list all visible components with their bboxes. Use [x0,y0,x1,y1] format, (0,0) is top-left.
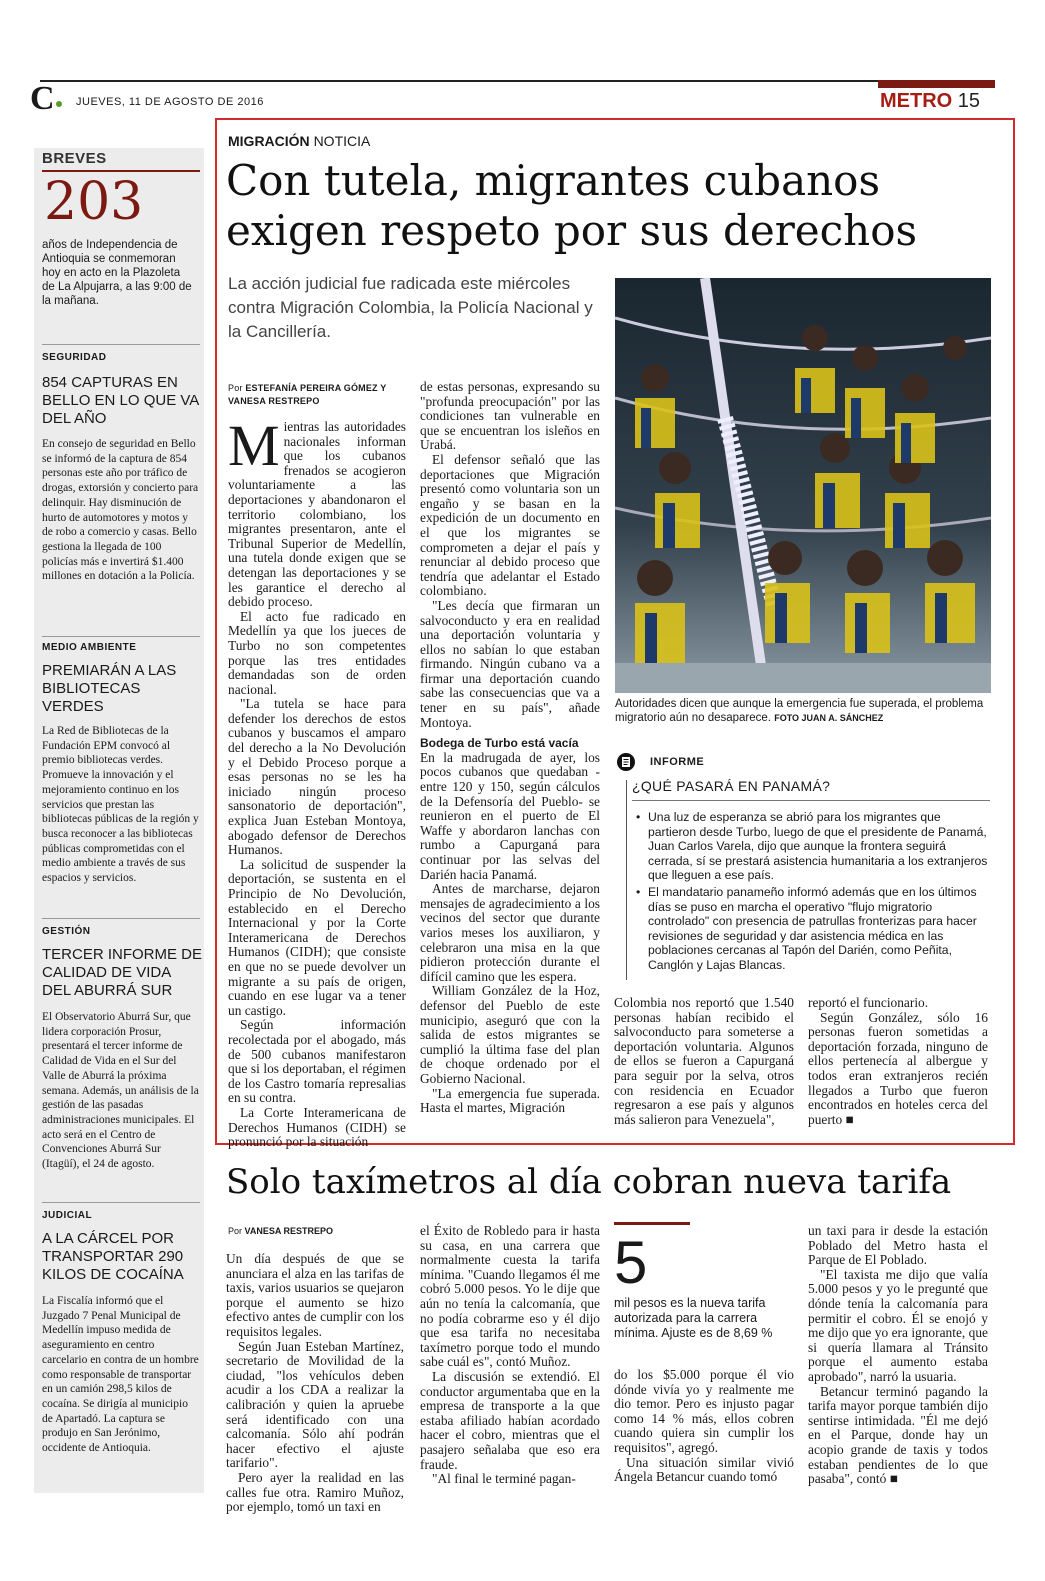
story-kicker: MIGRACIÓN NOTICIA [228,133,371,149]
brief-body: En consejo de seguridad en Bello se informó de la captura de 854 personas este año por tráfico de drogas, extorsión y concierto para delinquir. Hay disminución de hurto de automotores y motos y de robo a comercio y casas. Bello gestiona la llegada de 100 policías más e invertirá $1.400 millones en dotación a la Policía. [42,438,199,583]
issue-date: JUEVES, 11 DE AGOSTO DE 2016 [76,96,264,108]
brief-headline: PREMIARÁN A LAS BIBLIOTECAS VERDES [42,662,177,715]
informe-rule-vertical [626,780,627,980]
migrants-boat-photo [615,278,991,693]
story-column-2: de estas personas, expresando su "profunda preocupación" por las condiciones tan vulnerable en que se encuentran los isleños en Urabá. El defensor señaló que las deportaciones que Migración presentó como voluntaria son un engaño y se basan en la expedición de un documento en el que los migrantes se comprometen a dejar el país y renunciar al debido proceso que tendría que adelantar el Estado colombiano. "Les decía que firmaran un salvoconducto y era en realidad una deportación voluntaria y ellos no sabían lo que estaban firmando. Ningún cubano va a firmar una deportación cuando sabe las consecuencias que va a tener en su país", añade Montoya. Bodega de Turbo está vacía En la madrugada de ayer, los pocos cubanos que quedaban -entre 120 y 150, según cálculos de la Defensoría del Pueblo- se reunieron en el puerto de El Waffe y abordaron lanchas con rumbo a Capurganá para continuar por las selvas del Darién hacia Panamá. Antes de marcharse, dejaron mensajes de agradecimiento a los vecinos del sector que durante varios meses los auxiliaron, y celebraron una misa en la que pidieron protección durante el difícil camino que les espera. William González de la Hoz, defensor del Pueblo de este municipio, aseguró que con la salida de estos migrantes se cumplió la última fase del plan de choque ordenado por el Gobierno Nacional. "La emergencia fue superada. Hasta el martes, Migración [420,379,600,1116]
newspaper-logo: C [30,84,62,114]
informe-list [636,810,992,975]
story-column-1: Mientras las autoridades nacionales informan que los cubanos frenados se acogieron voluntariamente a las deportaciones y abandonaron el territorio colombiano, los migrantes presentaron, ante el Tribunal Superior de Medellín, una tutela donde exigen que se detengan las deportaciones y se les garantice el derecho al debido proceso. El acto fue radicado en Medellín ya que los jueces de Turbo no son competentes porque las tres entidades demandadas son de orden nacional. "La tutela se hace para defender los derechos de estos cubanos y buscamos el amparo del derecho a la No Devolución y el Debido Proceso porque a esas personas no se les ha iniciado ningún proceso sansonatorio de deportación", explica Juan Esteban Montoya, abogado defensor de Derechos Humanos. La solicitud de suspender la deportación, se sustenta en el Principio de No Devolución, establecido en el Derecho Internacional y por la Corte Interamericana de Derechos Humanos (CIDH); que consiste en que no se puede devolver un migrante a su país de origen, cuando en ese lugar va a tener un castigo. Según información recolectada por el abogado, más de 500 cubanos manifestaron que si los deportaban, el régimen de los Castro tomaría represalias en su contra. La Corte Interamericana de Derechos Humanos (CIDH) se pronunció por la situación [228,413,406,1150]
divider [42,1202,200,1203]
stat-number: 5 [614,1229,648,1296]
brief-category: GESTIÓN [42,926,91,937]
story-headline: Con tutela, migrantes cubanos exigen respeto por sus derechos [226,156,918,255]
list-item: • El mandatario panameño informó además que en los últimos días se puso en marcha el operativo "flujo migratorio controlado" con presencia de patrullas fronterizas para hacer revisiones de seguridad y dar asistencia médica en las poblaciones cercanas al Tapón del Darién, como Peñita, Canglón y Lajas Blancas. [636,885,992,973]
page-number: 15 [957,90,981,112]
informe-label: INFORME [650,756,705,768]
breves-number-text: años de Independencia de Antioquia se conmemoran hoy en acto en la Plazoleta de La Alpujarra, a las 9:00 de la mañana. [42,239,192,307]
brief-body: El Observatorio Aburrá Sur, que lidera corporación Prosur, presentará el tercer informe de Calidad de Vida en el Sur del Valle de Aburrá la próxima semana. Además, un análisis de la gestión de las pasadas administraciones municipales. El acto será en el Centro de Convenciones Aburrá Sur (Itagüí), el 24 de agosto. [42,1011,199,1171]
photo-credit: FOTO JUAN A. SÁNCHEZ [774,713,884,723]
story-column-4: reportó el funcionario. Según González, sólo 16 personas fueron sometidas a deportación forzada, ninguno de ellos pertenecía al albergue y todos eran extranjeros recién llegados a Turbo que fueron encontrados en hoteles cerca del puerto ■ [808,995,988,1127]
story2-byline: Por VANESA RESTREPO [228,1226,334,1236]
section-tab-bar [878,80,995,88]
brief-category: MEDIO AMBIENTE [42,642,137,653]
brief-body: La Fiscalía informó que el Juzgado 7 Penal Municipal de Medellín impuso medida de aseguramiento en centro carcelario en contra de un hombre como responsable de transportar en un camión 298,5 kilos de cocaína. Se dirigía al municipio de Apartadó. La captura se produjo en San Jerónimo, occidente de Antioquia. [42,1295,199,1455]
brief-body: La Red de Bibliotecas de la Fundación EPM convocó al premio bibliotecas verdes. Promueve la innovación y el mejoramiento continuo en los servicios que prestan las bibliotecas públicas de la región y busca reconocer a las bibliotecas públicas comprometidas con el medio ambiente a través de sus espacios y servicios. [42,725,199,885]
story2-column-4: un taxi para ir desde la estación Poblado del Metro hasta el Parque de El Poblado. "El taxista me dijo que valía 5.000 pesos y yo le pregunté que dónde tenía la calcomanía para permitir el cobro. Él se enojó y me dijo que yo era ignorante, que si quería llamara al Tránsito porque el aumento estaba aprobado", narró la usuaria. Betancur terminó pagando la tarifa mayor porque también dijo sentirse intimidada. "Él me dejó en el Parque, donde hay un acopio grande de taxis y todos estaban pendientes de lo que pasaba", contó ■ [808,1223,988,1487]
document-icon [617,752,635,772]
story2-headline: Solo taxímetros al día cobran nueva tarifa [226,1162,952,1202]
informe-rule [632,800,990,801]
brief-headline: TERCER INFORME DE CALIDAD DE VIDA DEL ABURRÁ SUR [42,946,203,999]
breves-sidebar [34,148,204,1493]
section-heading: METRO 15 [880,90,981,112]
story2-column-3: do los $5.000 porque él vio dónde vivía yo y realmente me dio temor. Pero es injusto pagar como 14 % más, ellos cobren cuando quiera sin cumplir los requisitos", agregó. Una situación similar vivió Ángela Betancur cuando tomó [614,1367,794,1485]
story-byline: Por ESTEFANÍA PEREIRA GÓMEZ Y VANESA RESTREPO [228,383,387,406]
breves-number: 203 [44,172,144,232]
breves-label: BREVES [42,150,107,167]
brief-headline: 854 CAPTURAS EN BELLO EN LO QUE VA DEL AÑO [42,374,199,427]
story-subhead: Bodega de Turbo está vacía [420,736,579,751]
brief-headline: A LA CÁRCEL POR TRANSPORTAR 290 KILOS DE COCAÍNA [42,1230,184,1283]
divider [42,918,200,919]
header-rule [40,80,995,82]
drop-cap: M [228,413,280,478]
story-dek: La acción judicial fue radicada este miércoles contra Migración Colombia, la Policía Nacional y la Cancillería. [228,274,593,341]
divider [42,344,200,345]
stat-text: mil pesos es la nueva tarifa autorizada para la carrera mínima. Ajuste es de 8,69 % [614,1296,773,1340]
story-column-3: Colombia nos reportó que 1.540 personas habían recibido el salvoconducto para someterse a deportación voluntaria. Algunos de ellos se fueron a Capurganá para seguir por la selva, otros con residencia en Ecuador regresaron a ese país y algunos más salieron para Venezuela", [614,995,794,1127]
divider [42,636,200,637]
stat-rule [614,1222,690,1225]
brief-category: SEGURIDAD [42,352,107,363]
informe-title: ¿QUÉ PASARÁ EN PANAMÁ? [632,778,831,794]
list-item: • Una luz de esperanza se abrió para los migrantes que partieron desde Turbo, luego de que el presidente de Panamá, Juan Carlos Varela, dijo que aunque la frontera seguirá cerrada, sí se prestará asistencia humanitaria a los extranjeros que lleguen a ese país. [636,810,992,883]
story2-column-1: Un día después de que se anunciara el alza en las tarifas de taxis, varios usuarios se quejaron porque el aumento se hizo efectivo antes de cumplir con los requisitos legales. Según Juan Esteban Martínez, secretario de Movilidad de la ciudad, "los vehículos deben acudir a los CDA a realizar la calibración y quien la apruebe será identificado con una calcomanía. Sólo ahí podrán hacer efectivo el ajuste tarifario". Pero ayer la realidad en las calles fue otra. Ramiro Muñoz, por ejemplo, tomó un taxi en [226,1251,404,1515]
brief-category: JUDICIAL [42,1210,93,1221]
story2-column-2: el Éxito de Robledo para ir hasta su casa, en una carrera que normalmente cuesta la tarifa mínima. "Cuando llegamos él me cobró 5.000 pesos. Yo le dije que aún no tenía la calcomanía, que no podía cobrarme eso y él dijo que esa tarifa no necesitaba taxímetro porque todo el mundo sabe cuál es", contó Muñoz. La discusión se extendió. El conductor argumentaba que en la empresa de transporte a la que estaba afiliado habían acordado hacer el cobro, mientras que el pasajero señalaba que eso era fraude. "Al final le terminé pagan- [420,1223,600,1487]
photo-caption: Autoridades dicen que aunque la emergencia fue superada, el problema migratorio aún no desaparece. FOTO JUAN A. SÁNCHEZ [615,698,984,724]
